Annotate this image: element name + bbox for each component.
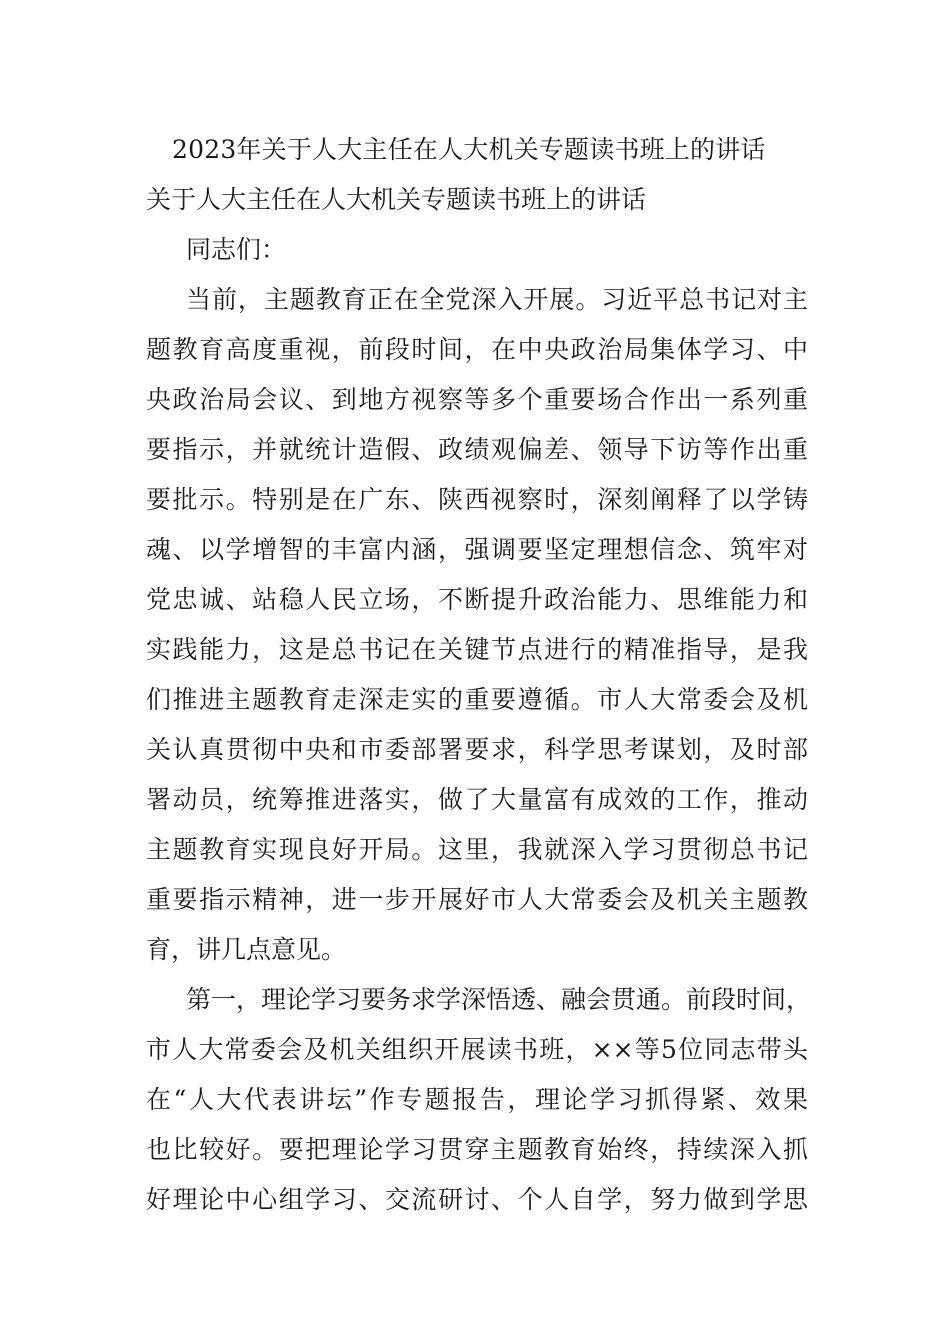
text-line: 当前，主题教育正在全党深入开展。习近平总书记对主 xyxy=(186,285,808,314)
text-line: 魂、以学增智的丰富内涵，强调要坚定理想信念、筑牢对 xyxy=(146,535,808,564)
text-line: 们推进主题教育走深走实的重要遵循。市人大常委会及机 xyxy=(146,685,808,714)
paragraph-theory-study xyxy=(146,982,812,1232)
text-line: 实践能力，这是总书记在关键节点进行的精准指导，是我 xyxy=(146,635,808,664)
text-line: 也比较好。要把理论学习贯穿主题教育始终，持续深入抓 xyxy=(146,1135,808,1164)
text-line: 题教育高度重视，前段时间，在中央政治局集体学习、中 xyxy=(146,335,808,364)
salutation: 同志们： xyxy=(186,235,287,264)
text-line: 第一，理论学习要务求学深悟透、融会贯通。前段时间， xyxy=(186,985,812,1014)
text-line: 在“人大代表讲坛”作专题报告，理论学习抓得紧、效果 xyxy=(146,1085,808,1114)
text-line: 重要指示精神，进一步开展好市人大常委会及机关主题教 xyxy=(146,885,808,914)
text-line: 党忠诚、站稳人民立场，不断提升政治能力、思维能力和 xyxy=(146,585,808,614)
paragraph-intro xyxy=(146,282,808,982)
text-line: 主题教育实现良好开局。这里，我就深入学习贯彻总书记 xyxy=(146,835,808,864)
text-line: 育，讲几点意见。 xyxy=(146,935,347,964)
text-line: 要批示。特别是在广东、陕西视察时，深刻阐释了以学铸 xyxy=(146,485,808,514)
text-line: 好理论中心组学习、交流研讨、个人自学，努力做到学思 xyxy=(146,1185,808,1214)
document-title: 2023年关于人大主任在人大机关专题读书班上的讲话 xyxy=(172,135,766,164)
text-line: 关认真贯彻中央和市委部署要求，科学思考谋划，及时部 xyxy=(146,735,808,764)
text-line: 要指示，并就统计造假、政绩观偏差、领导下访等作出重 xyxy=(146,435,808,464)
document-subtitle: 关于人大主任在人大机关专题读书班上的讲话 xyxy=(146,185,647,214)
text-line: 市人大常委会及机关组织开展读书班，××等5位同志带头 xyxy=(146,1035,808,1064)
text-line: 署动员，统筹推进落实，做了大量富有成效的工作，推动 xyxy=(146,785,808,814)
text-line: 央政治局会议、到地方视察等多个重要场合作出一系列重 xyxy=(146,385,808,414)
